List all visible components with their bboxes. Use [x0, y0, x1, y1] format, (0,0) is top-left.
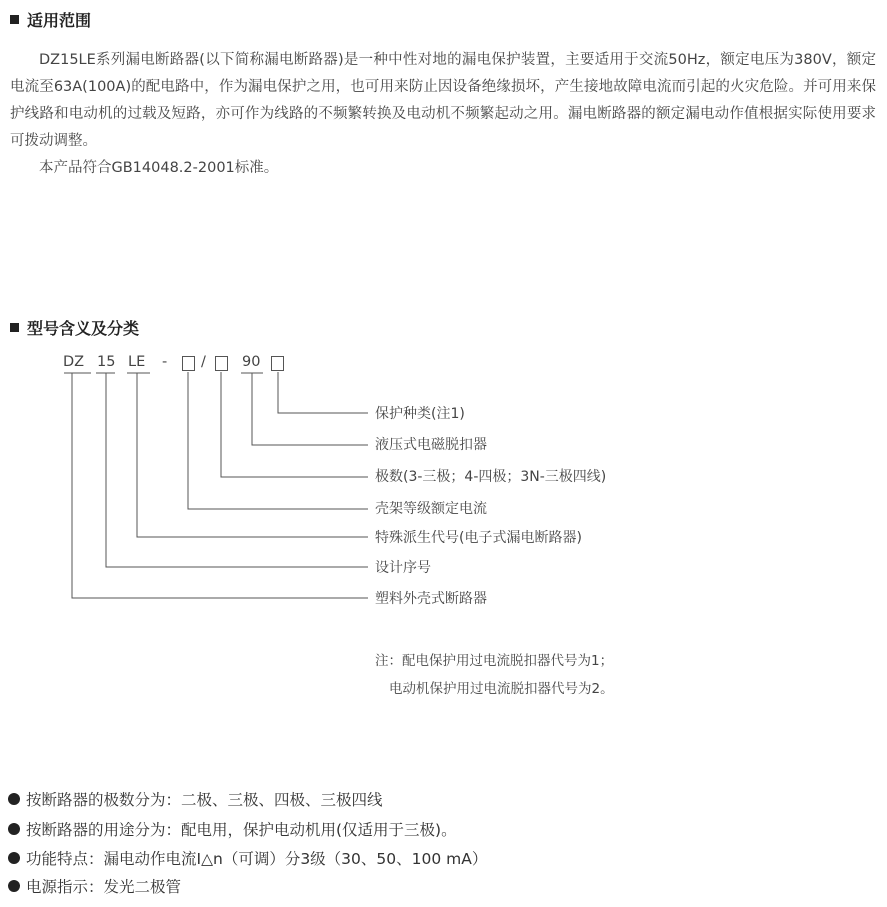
desc-derivative-code: 特殊派生代号(电子式漏电断路器) — [375, 530, 582, 546]
connector-design-serial — [106, 373, 368, 567]
note-line-1: 注：配电保护用过电流脱扣器代号为1； — [375, 653, 614, 669]
code-15: 15 — [97, 354, 116, 370]
bullet-text: 电源指示：发光二极管 — [26, 878, 182, 896]
code-slash: / — [201, 354, 206, 370]
desc-design-serial: 设计序号 — [375, 560, 431, 576]
bullet-dot-icon — [8, 880, 20, 892]
bullet-item — [8, 847, 487, 869]
desc-mccb: 塑料外壳式断路器 — [375, 591, 487, 607]
connector-poles — [221, 372, 368, 477]
standard-paragraph: 本产品符合GB14048.2-2001标准。 — [39, 160, 279, 176]
connector-mccb — [72, 373, 368, 598]
code-90: 90 — [242, 354, 261, 370]
code-dash: - — [162, 354, 168, 370]
bullet-dot-icon — [8, 793, 20, 805]
section-title: 型号含义及分类 — [27, 319, 140, 338]
note-line-2: 电动机保护用过电流脱扣器代号为2。 — [389, 681, 614, 697]
section-title: 适用范围 — [27, 11, 92, 30]
code-dz: DZ — [63, 354, 85, 370]
bullet-item — [8, 818, 457, 840]
bullet-item — [8, 788, 383, 810]
scope-paragraph: DZ15LE系列漏电断路器(以下简称漏电断路器)是一种中性对地的漏电保护装置，主要适用于交流50Hz，额定电压为380V，额定电流至63A(100A)的配电路中，作为漏电保护之用，也可用来防止因设备绝缘损坏，产生接地故障电流而引起的火灾危险。并可用来保护线路和电动机的过载及短路，亦可作为线路的不频繁转换及电动机不频繁起动之用。漏电断路器的额定漏电动作值根据实际使用要求可拨动调整。 — [10, 52, 876, 149]
connector-protection — [278, 372, 368, 413]
bullet-text: 按断路器的极数分为：二极、三极、四极、三极四线 — [26, 791, 383, 809]
bullet-text: 功能特点：漏电动作电流I△n（可调）分3级（30、50、100 mA） — [26, 850, 488, 868]
desc-protection-type: 保护种类(注1) — [375, 406, 465, 422]
bullet-item — [8, 875, 181, 897]
desc-poles: 极数(3-三极；4-四极；3N-三极四线) — [375, 469, 607, 485]
bullet-dot-icon — [8, 823, 20, 835]
connector-hydraulic — [252, 373, 368, 445]
code-le: LE — [128, 354, 146, 370]
bullet-dot-icon — [8, 852, 20, 864]
desc-frame-current: 壳架等级额定电流 — [375, 501, 487, 517]
bullet-text: 按断路器的用途分为：配电用，保护电动机用(仅适用于三极)。 — [26, 821, 457, 839]
desc-hydraulic-trip: 液压式电磁脱扣器 — [375, 437, 487, 453]
